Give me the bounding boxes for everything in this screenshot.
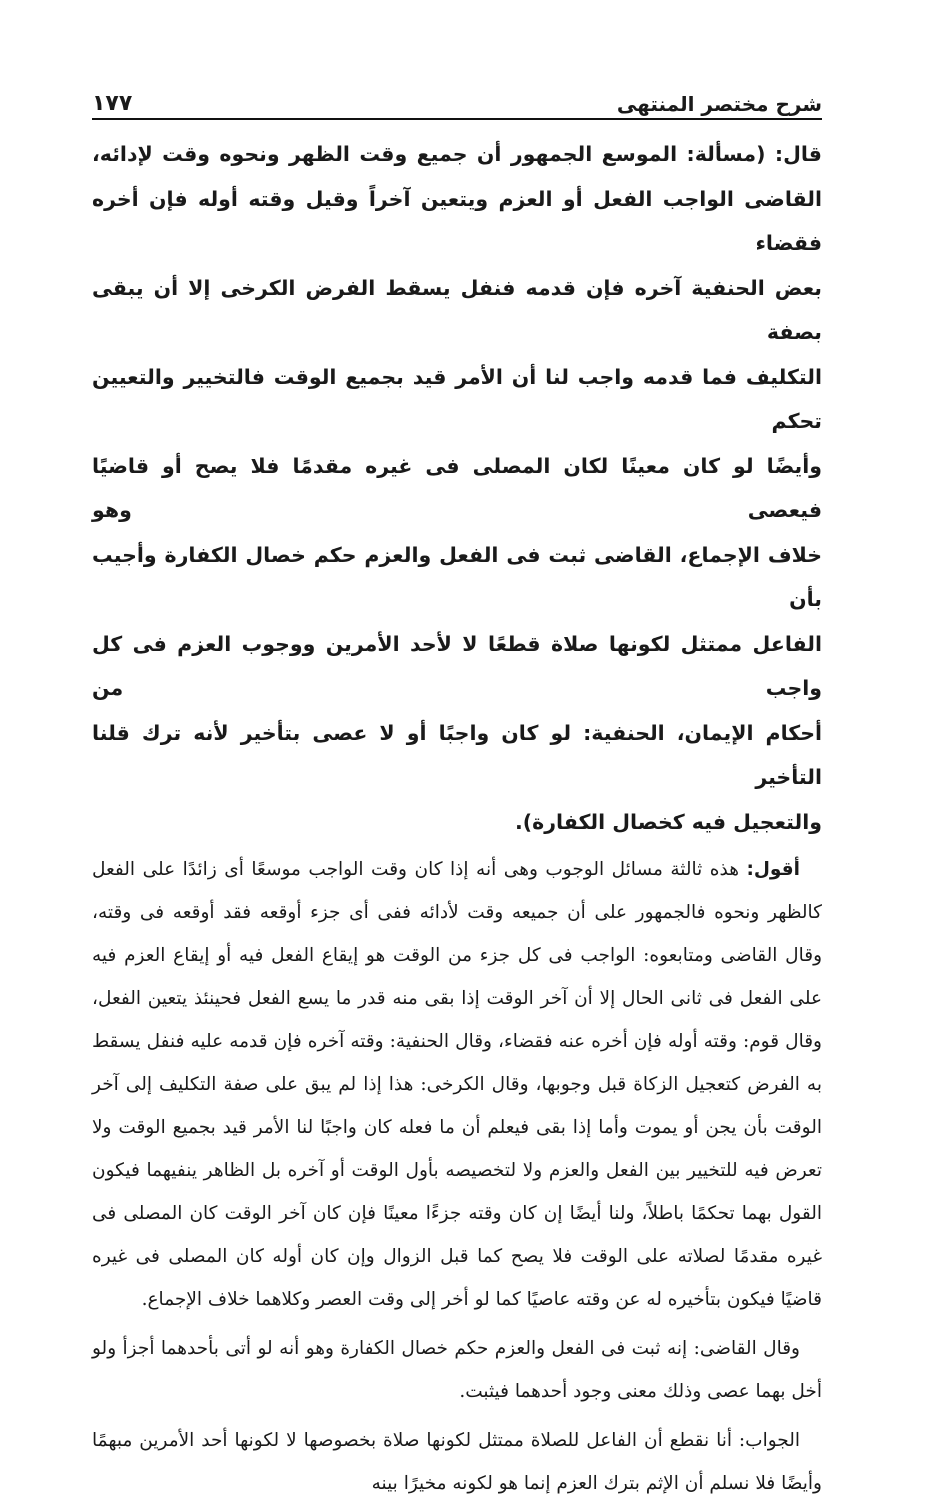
quote-line: التكليف فما قدمه واجب لنا أن الأمر قيد بجميع الوقت فالتخيير والتعيين تحكم bbox=[92, 364, 822, 433]
commentary-text: وقال القاضى: إنه ثبت فى الفعل والعزم حكم خصال الكفارة وهو أنه لو أتى بأحدهما أجزأ ولو أخل بهما عصى وذلك معنى وجود أحدهما فيثبت. bbox=[92, 1338, 822, 1402]
commentary-paragraph bbox=[92, 848, 822, 1321]
quote-line: والتعجيل فيه كخصال الكفارة). bbox=[514, 809, 822, 834]
quote-line: قال: (مسألة: الموسع الجمهور أن جميع وقت الظهر ونحوه وقت لإدائه، bbox=[92, 142, 822, 166]
commentary-block bbox=[92, 848, 822, 1505]
quote-line: أحكام الإيمان، الحنفية: لو كان واجبًا أو لا عصى بتأخير لأنه ترك قلنا التأخير bbox=[92, 720, 822, 789]
quote-line: بعض الحنفية آخره فإن قدمه فنفل يسقط الفرض الكرخى إلا أن يبقى بصفة bbox=[92, 275, 822, 344]
page-content bbox=[92, 132, 822, 1511]
commentary-text: الجواب: أنا نقطع أن الفاعل للصلاة ممتثل لكونها صلاة بخصوصها لا لكونها أحد الأمرين مبهمًا وأيضًا فلا نسلم أن الإثم بترك العزم إنما هو لكونه مخيرًا بينه bbox=[92, 1430, 822, 1494]
page-header bbox=[92, 86, 822, 116]
quote-line: الفاعل ممتثل لكونها صلاة قطعًا لا لأحد الأمرين ووجوب العزم فى كل واجب من bbox=[92, 631, 822, 700]
page-number: ١٧٧ bbox=[92, 91, 133, 116]
quoted-text-block bbox=[92, 132, 822, 844]
quote-line: وأيضًا لو كان معينًا لكان المصلى فى غيره مقدمًا فلا يصح أو قاضيًا فيعصى وهو bbox=[92, 453, 822, 522]
quote-line: خلاف الإجماع، القاضى ثبت فى الفعل والعزم حكم خصال الكفارة وأجيب بأن bbox=[92, 542, 822, 611]
running-title: شرح مختصر المنتهى bbox=[616, 92, 822, 116]
commentary-lead-word: أقول: bbox=[746, 859, 800, 880]
header-divider bbox=[92, 118, 822, 120]
commentary-paragraph bbox=[92, 1327, 822, 1413]
commentary-text: هذه ثالثة مسائل الوجوب وهى أنه إذا كان وقت الواجب موسعًا أى زائدًا على الفعل كالظهر ونحوه فالجمهور على أن جميعه وقت لأدائه ففى أى جزء أوقعه فقد أوقعه فى وقته، وقال القاضى ومتابعوه: الواجب فى كل جزء من الوقت هو إيقاع الفعل فيه أو إيقاع العزم فيه على الفعل فى ثانى الحال إلا أن آخر الوقت إذا بقى منه قدر ما يسع الفعل فحينئذ يتعين الفعل، وقال قوم: وقته أوله فإن أخره عنه فقضاء، وقال الحنفية: وقته آخره فإن قدمه عليه فنفل يسقط به الفرض كتعجيل الزكاة قبل وجوبها، وقال الكرخى: هذا إذا لم يبق على صفة التكليف إلى آخر الوقت بأن يجن أو يموت وأما إذا بقى فيعلم أن ما فعله كان واجبًا لنا الأمر قيد بجميع الوقت ولا تعرض فيه للتخيير بين الفعل والعزم ولا لتخصيصه بأول الوقت أو آخره بل الظاهر ينفيهما فيكون القول بهما تحكمًا باطلاً، ولنا أيضًا إن كان وقته جزءًا معينًا فإن كان آخر الوقت كان المصلى فى غيره مقدمًا لصلاته على الوقت فلا يصح كما قبل الزوال وإن كان أوله كان المصلى فى غيره قاضيًا فيكون بتأخيره له عن وقته عاصيًا كما لو أخر إلى وقت العصر وكلاهما خلاف الإجماع. bbox=[92, 859, 822, 1310]
commentary-paragraph bbox=[92, 1419, 822, 1505]
quote-line: القاضى الواجب الفعل أو العزم ويتعين آخراً وقيل وقته أوله فإن أخره فقضاء bbox=[92, 186, 822, 255]
